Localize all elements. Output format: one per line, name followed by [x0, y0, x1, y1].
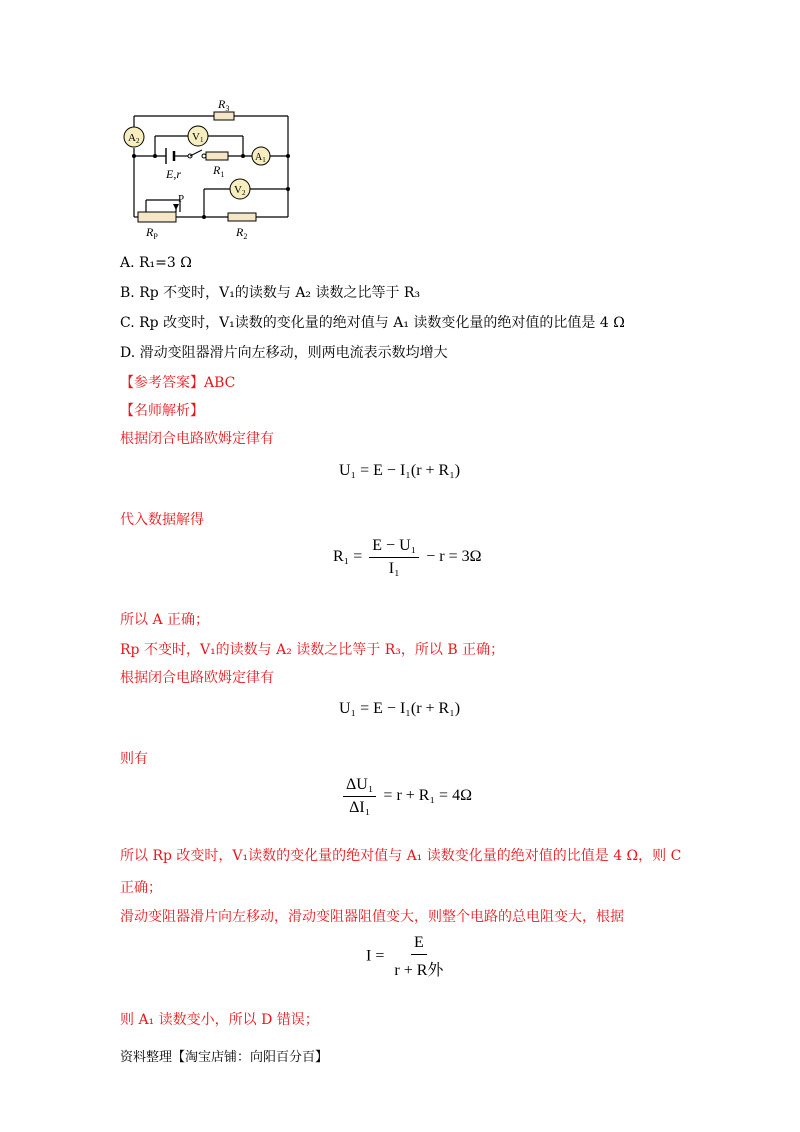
text-p6: 则有 — [120, 751, 148, 767]
label-r1: $R_1$ — [213, 163, 225, 179]
text-p7a: 所以 Rp 改变时，V₁读数的变化量的绝对值与 A₁ 读数变化量的绝对值的比值是 4 Ω，则 C — [120, 848, 682, 864]
circuit-diagram — [118, 92, 298, 242]
label-a2: A2 — [128, 132, 140, 145]
text-p5: 根据闭合电路欧姆定律有 — [120, 670, 274, 686]
label-v1: V1 — [192, 131, 204, 144]
equation-4: $\frac{\text{ΔU₁}}{\text{ΔI₁}}$ = r + R₁ = 4Ω — [340, 776, 472, 817]
label-p: P — [178, 193, 185, 205]
equation-2: R₁ = $\frac{\text{E − U₁}}{\text{I₁}}$ − r = 3Ω — [333, 537, 482, 577]
equation-5: I = $\frac{E}{\text{r + R外}}$ — [366, 934, 444, 979]
label-er: E,r — [166, 167, 181, 181]
option-d: D. 滑动变阻器滑片向左移动，则两电流表示数均增大 — [120, 345, 448, 361]
text-p7b: 正确； — [120, 880, 162, 896]
equation-3: U₁ = E − I₁(r + R₁) — [339, 700, 461, 717]
text-p9: 则 A₁ 读数变小，所以 D 错误； — [120, 1012, 319, 1028]
label-v2: V2 — [234, 184, 246, 197]
option-b: B. Rp 不变时，V₁的读数与 A₂ 读数之比等于 R₃ — [120, 285, 421, 301]
answer: 【参考答案】ABC — [120, 375, 236, 391]
label-rp: $R_P$ — [146, 225, 158, 241]
label-r3: $R_3$ — [218, 97, 230, 113]
analysis-header: 【名师解析】 — [120, 403, 204, 419]
text-p4: Rp 不变时，V₁的读数与 A₂ 读数之比等于 R₃，所以 B 正确； — [120, 642, 505, 658]
text-p2: 代入数据解得 — [120, 512, 204, 528]
equation-1: U₁ = E − I₁(r + R₁) — [339, 462, 461, 479]
text-p1: 根据闭合电路欧姆定律有 — [120, 431, 274, 447]
text-p8: 滑动变阻器滑片向左移动，滑动变阻器阻值变大，则整个电路的总电阻变大，根据 — [120, 909, 624, 925]
label-r2: $R_2$ — [236, 225, 248, 241]
label-a1: $A_1$ — [255, 152, 266, 164]
footer: 资料整理【淘宝店铺：向阳百分百】 — [120, 1050, 329, 1065]
option-a: A. R₁=3 Ω — [120, 255, 192, 271]
option-c: C. Rp 改变时，V₁读数的变化量的绝对值与 A₁ 读数变化量的绝对值的比值是 4 Ω — [120, 315, 625, 331]
text-p3: 所以 A 正确； — [120, 612, 210, 628]
